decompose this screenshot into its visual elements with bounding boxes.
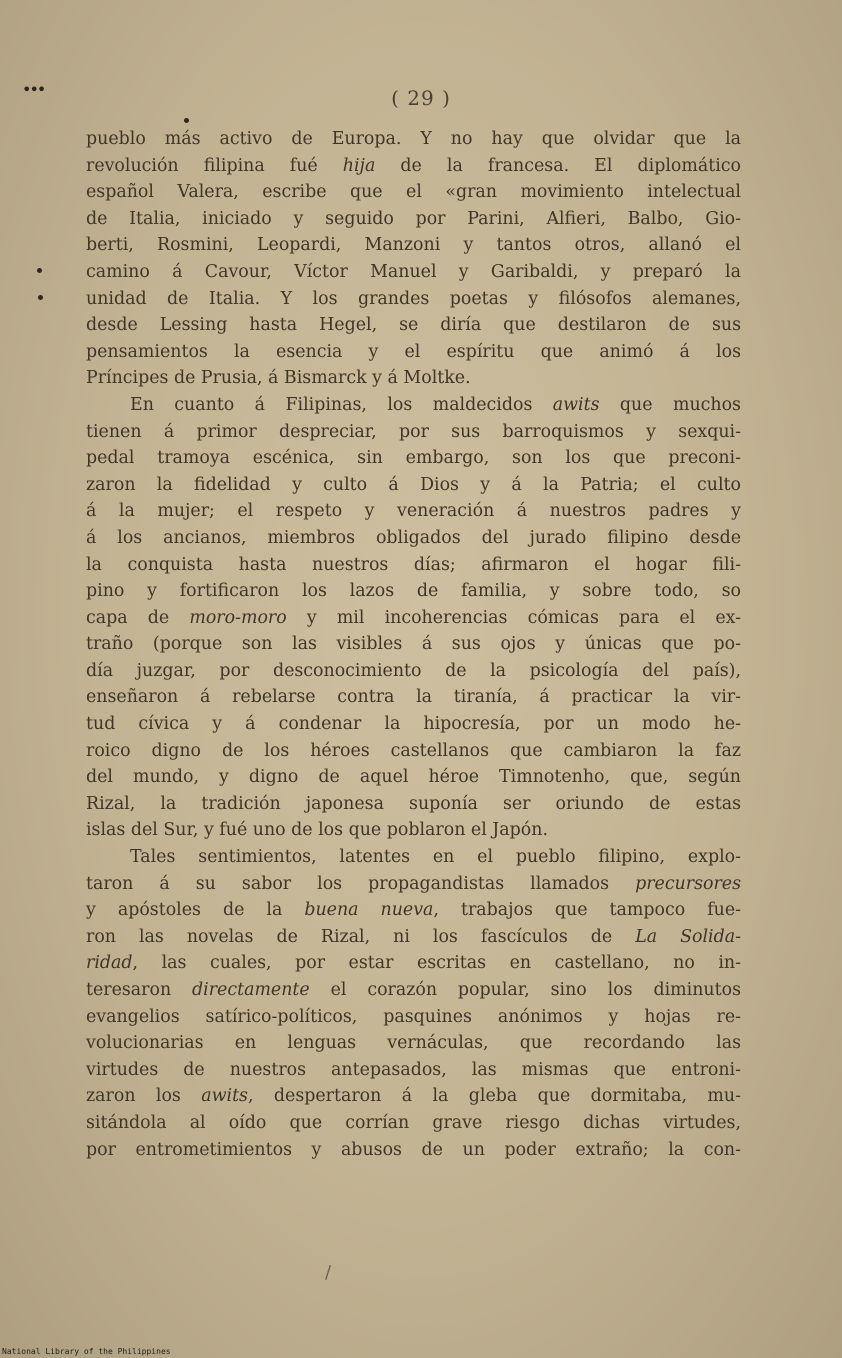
text-line [86,259,741,286]
text-segment: ron las novelas de Rizal, ni los fascículos de [86,926,636,947]
text-segment: revolución filipina fué [86,155,343,176]
text-segment: y mil incoherencias cómicas para el ex- [286,607,742,628]
text-segment: camino á Cavour, Víctor Manuel y Garibaldi, y preparó la [86,261,741,282]
text-segment: capa de [86,607,190,628]
text-line [86,419,741,446]
text-segment: el corazón popular, sino los diminutos [309,980,741,1000]
text-line [86,1004,741,1031]
text-segment: por entrometimientos y abusos de un poder extraño; la con- [86,1139,741,1160]
text-line [86,631,741,658]
text-line [86,1030,741,1057]
text-segment: , trabajos que tampoco fue- [433,900,742,921]
italic-text: buena nueva [304,900,434,921]
text-segment: evangelios satírico-políticos, pasquines anónimos y hojas re- [86,1006,741,1027]
text-line [86,286,741,313]
text-line [86,232,741,259]
text-line [86,312,741,339]
italic-text: La Solida- [635,926,741,947]
text-segment: En cuanto á Filipinas, los maldecidos [130,394,553,415]
text-segment: á los ancianos, miembros obligados del jurado filipino desde [86,527,741,548]
text-segment: islas del Sur, y fué uno de los que poblaron el Japón. [86,820,548,841]
text-line [86,764,741,791]
text-segment: que muchos [599,394,741,415]
text-segment: virtudes de nuestros antepasados, las mismas que entroni- [86,1059,741,1080]
text-segment: zaron la fidelidad y culto á Dios y á la Patria; el culto [86,474,741,495]
text-segment: teresaron [86,980,193,1000]
text-line [86,897,741,924]
text-segment: y apóstoles de la [86,900,305,921]
text-segment: , despertaron á la gleba que dormitaba, mu- [247,1086,741,1107]
text-line [86,445,741,472]
body-text [86,126,741,1163]
text-line [86,605,741,632]
text-segment: , las cuales, por estar escritas en castellano, no in- [132,953,741,974]
text-segment: sitándola al oído que corrían grave riesgo dichas virtudes, [86,1112,741,1133]
text-segment: enseñaron á rebelarse contra la tiranía, á practicar la vir- [86,687,741,708]
text-line [86,684,741,711]
text-line [86,817,741,844]
paper-mark: / [325,1262,332,1283]
text-line [86,950,741,977]
text-line [86,578,741,605]
text-line [86,392,741,419]
text-segment: tienen á primor despreciar, por sus barroquismos y sexqui- [86,421,741,442]
text-segment: pino y fortificaron los lazos de familia, y sobre todo, so [86,581,741,602]
text-line [86,711,741,738]
text-line [86,552,741,579]
text-segment: la conquista hasta nuestros días; afirmaron el hogar fili- [86,554,741,575]
italic-text: directamente [192,980,310,1000]
italic-text: ridad [86,953,133,974]
text-segment: á la mujer; el respeto y veneración á nuestros padres y [86,501,741,522]
text-segment: Príncipes de Prusia, á Bismarck y á Moltke. [86,368,471,389]
text-line [86,844,741,871]
italic-text: awits [201,1086,248,1107]
text-line [86,206,741,233]
text-segment: español Valera, escribe que el «gran movimiento intelectual [86,182,741,203]
text-segment: del mundo, y digno de aquel héroe Timnotenho, que, según [86,767,741,788]
text-line [86,179,741,206]
text-line [86,791,741,818]
text-segment: desde Lessing hasta Hegel, se diría que destilaron de sus [86,315,741,336]
text-line [86,1083,741,1110]
text-segment: tud cívica y á condenar la hipocresía, por un modo he- [86,714,741,735]
text-segment: de la francesa. El diplomático [375,155,741,176]
italic-text: awits [552,394,600,415]
text-line [86,153,741,180]
text-line [86,126,741,153]
text-segment: volucionarias en lenguas vernáculas, que recordando las [86,1033,741,1054]
text-line [86,738,741,765]
text-line [86,924,741,951]
ink-speck [37,268,42,273]
text-segment: pedal tramoya escénica, sin embargo, son los que preconi- [86,448,741,469]
ink-speck [38,295,43,300]
text-line [86,339,741,366]
text-segment: taron á su sabor los propagandistas llamados [86,873,636,894]
text-segment: zaron los [86,1086,202,1107]
ink-speck [184,118,189,123]
text-line [86,1137,741,1164]
text-line [86,365,741,392]
italic-text: precursores [635,873,741,894]
text-segment: de Italia, iniciado y seguido por Parini, Alfieri, Balbo, Gio- [86,208,741,229]
italic-text: hija [342,155,376,176]
text-line [86,498,741,525]
ink-speck-dots: ••• [22,80,45,99]
text-line [86,472,741,499]
text-line [86,658,741,685]
text-segment: pueblo más activo de Europa. Y no hay que olvidar que la [86,129,741,149]
text-line [86,1057,741,1084]
text-segment: pensamientos la esencia y el espíritu que animó á los [86,341,741,362]
italic-text: moro-moro [189,607,287,628]
text-segment: berti, Rosmini, Leopardi, Manzoni y tantos otros, allanó el [86,235,741,256]
text-line [86,977,741,1004]
text-segment: unidad de Italia. Y los grandes poetas y filósofos alemanes, [86,288,741,309]
text-segment: roico digno de los héroes castellanos que cambiaron la faz [86,740,741,761]
text-line [86,1110,741,1137]
text-line [86,871,741,898]
page-number: ( 29 ) [391,86,451,110]
text-segment: Rizal, la tradición japonesa suponía ser oriundo de estas [86,793,741,814]
text-segment: día juzgar, por desconocimiento de la psicología del país), [86,660,741,681]
text-segment: traño (porque son las visibles á sus ojos y únicas que po- [86,634,741,655]
footer-credit: National Library of the Philippines [2,1347,171,1356]
text-line [86,525,741,552]
text-segment: Tales sentimientos, latentes en el pueblo filipino, explo- [130,847,741,868]
